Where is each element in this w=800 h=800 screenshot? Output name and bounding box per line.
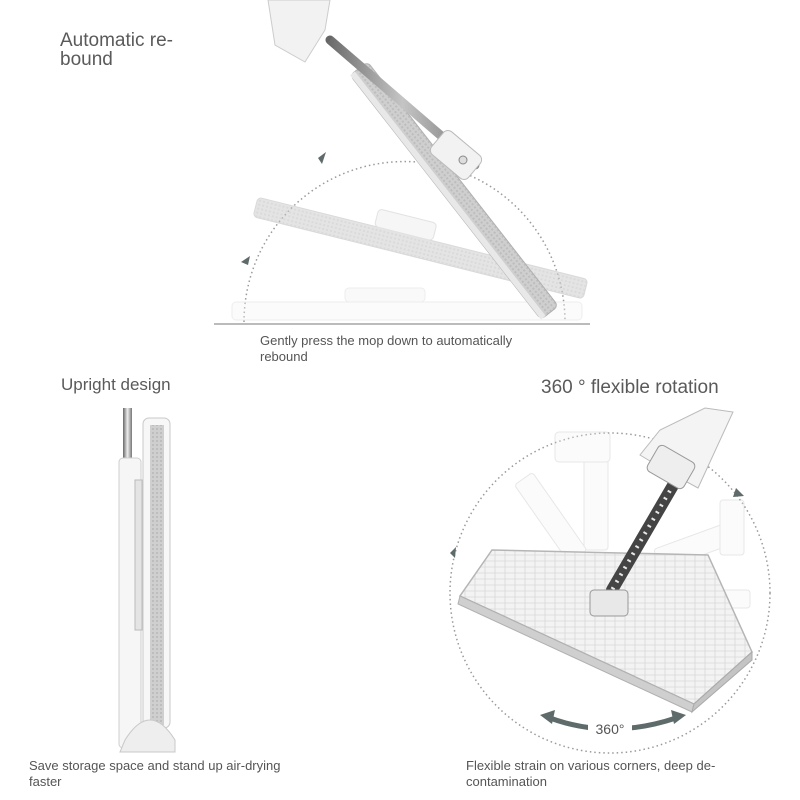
circle-arrow-icon: [733, 488, 744, 497]
arc-arrow-icon: [318, 152, 326, 164]
rebound-illustration: [214, 0, 592, 324]
rebound-caption: Gently press the mop down to automatically rebound: [260, 333, 513, 365]
angle-label: 360°: [595, 721, 625, 737]
angle-arrow-icon: [540, 710, 555, 724]
upright-caption: Save storage space and stand up air-drying faster: [29, 758, 281, 790]
mop-mid-ghost: [253, 180, 592, 299]
circle-arrow-icon: [450, 547, 456, 558]
handle-grip: [268, 0, 330, 62]
swivel-base: [590, 590, 628, 616]
rotation-title: 360 ° flexible rotation: [541, 377, 719, 398]
rebound-title: Automatic re- bound: [60, 30, 173, 70]
angle-arrow-icon: [671, 710, 686, 724]
rotation-caption: Flexible strain on various corners, deep de- contamination: [466, 758, 716, 790]
arc-arrow-icon: [241, 256, 250, 265]
rotation-illustration: [450, 408, 770, 753]
rotation-mop-pad: [460, 550, 752, 704]
upright-title: Upright design: [61, 375, 171, 394]
upright-illustration: [119, 408, 175, 752]
mop-tilted: [350, 62, 558, 320]
